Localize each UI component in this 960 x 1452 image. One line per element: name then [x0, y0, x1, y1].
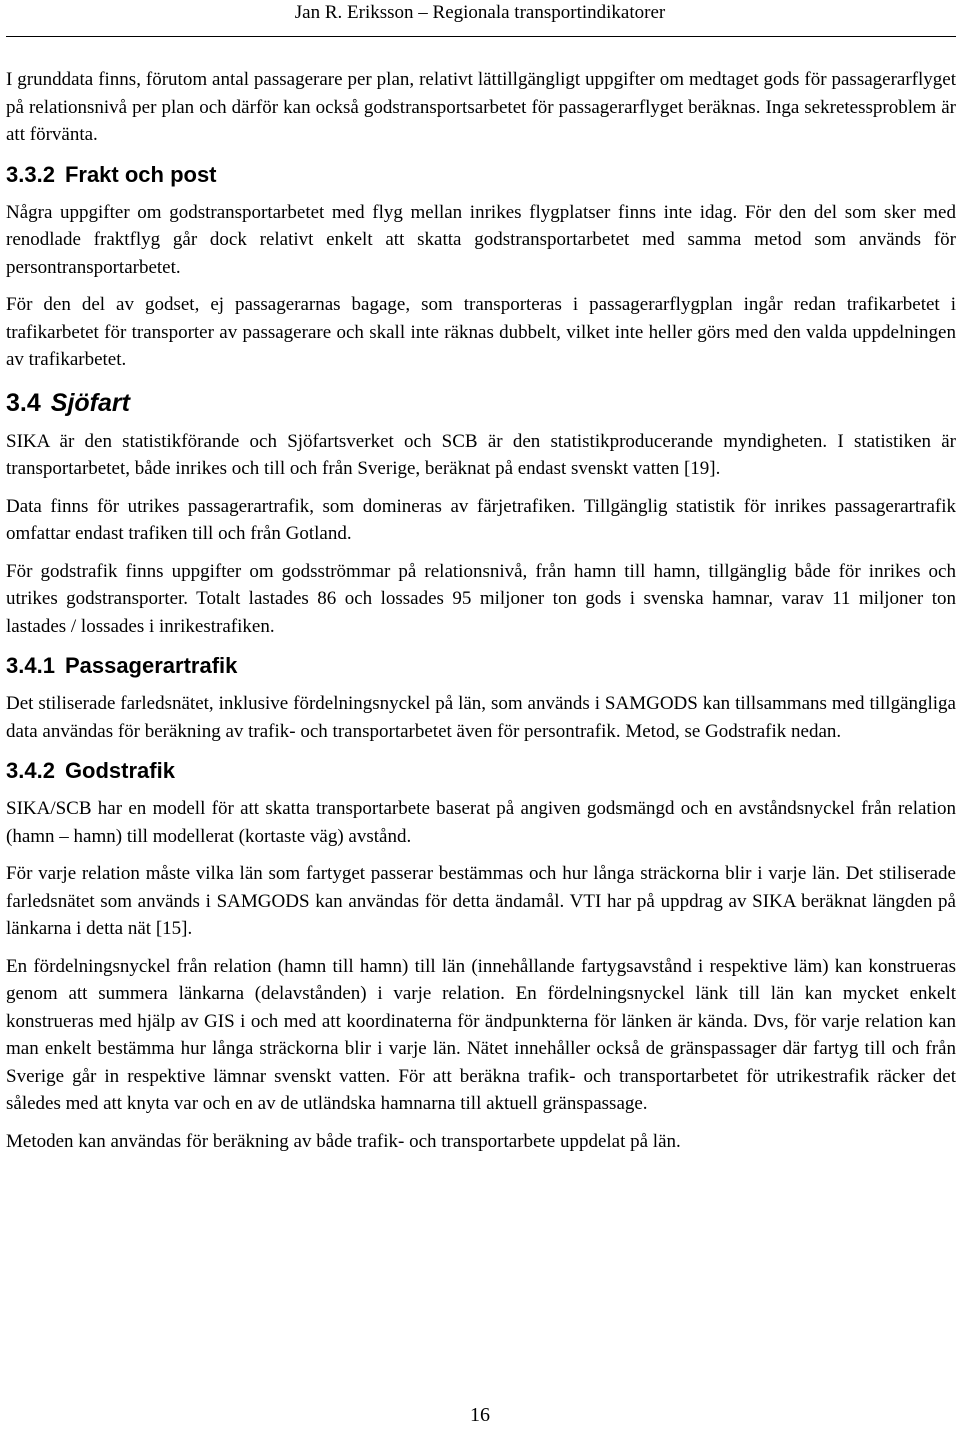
section-title: Godstrafik	[64, 758, 175, 783]
paragraph-godstrafik-4: Metoden kan användas för beräkning av både trafik- och transportarbete uppdelat på län.	[6, 1130, 681, 1152]
paragraph-sjofart-1: SIKA är den statistikförande och Sjöfartsverket och SCB är den statistikproducerande myndigheten. I statistiken är transportarbetet, både inrikes och till och från Sverige, beräknat på endast svenskt vatten [19].	[6, 430, 956, 479]
paragraph-godstrafik-3: En fördelningsnyckel från relation (hamn till hamn) till län (innehållande fartygsavstånd i respektive läm) kan konstrueras genom att summera länkarna (delavstånden) i varje relation. En fördelningsnyckel länk till län kan mycket enkelt konstrueras med hjälp av GIS i och med att koordinaterna för ändpunkterna för länken är kända. Dvs, för varje relation kan man enkelt bestämma hur långa sträckorna blir i varje län. Nätet innehåller också de gränspassager där fartyg till och från Sverige går in respektive lämnar svenskt vatten. För att beräkna trafik- och transportarbetet för utrikestrafik räcker det således med att knyta var och en av de utländska hamnarna till aktuell gränspassage.	[6, 955, 956, 1114]
running-header: Jan R. Eriksson – Regionala transportindikatorer	[294, 2, 666, 23]
section-heading-3-4	[6, 388, 956, 418]
section-title: Sjöfart	[50, 388, 130, 417]
section-title: Frakt och post	[64, 161, 217, 187]
page-body	[6, 66, 956, 1165]
paragraph-godstrafik-2: För varje relation måste vilka län som fartyget passerar bestämmas och hur långa sträckorna blir i varje län. Det stiliserade farledsnätet som används i SAMGODS kan användas för detta ändamål. VTI har på uppdrag av SIKA beräknat längden på länkarna i detta nät [15].	[6, 863, 956, 939]
paragraph-intro: I grunddata finns, förutom antal passagerare per plan, relativt lättillgängligt uppgifter om medtaget gods för passagerarflyget på relationsnivå per plan och därför kan också godstransportsarbetet för passagerarflyget beräknas. Inga sekretessproblem är att förvänta.	[6, 69, 956, 145]
section-heading-3-3-2	[6, 161, 956, 189]
section-number: 3.4.2	[6, 758, 55, 783]
header-rule	[6, 36, 956, 37]
paragraph-godstrafik-1: SIKA/SCB har en modell för att skatta transportarbete baserat på angiven godsmängd och en avståndsnyckel från relation (hamn – hamn) till modellerat (kortaste väg) avstånd.	[6, 798, 956, 847]
section-heading-3-4-1	[6, 652, 956, 680]
section-number: 3.4.1	[6, 653, 55, 678]
section-number: 3.3.2	[6, 161, 55, 187]
paragraph-frakt-1: Några uppgifter om godstransportarbetet med flyg mellan inrikes flygplatser finns inte idag. För den del som sker med renodlade fraktflyg går dock relativt enkelt att skatta godstransportarbetet med samma metod som används för persontransportarbetet.	[6, 201, 956, 278]
paragraph-passagerartrafik-1: Det stiliserade farledsnätet, inklusive fördelningsnyckel på län, som används i SAMGODS kan tillsammans med tillgängliga data användas för beräkning av trafik- och transportarbetet även för persontrafik. Metod, se Godstrafik nedan.	[6, 693, 956, 742]
paragraph-frakt-2: För den del av godset, ej passagerarnas bagage, som transporteras i passagerarflygplan ingår redan trafikarbetet i trafikarbetet för transporter av passagerare och skall inte räknas dubbelt, vilket inte heller görs med den valda uppdelningen av trafikarbetet.	[6, 294, 956, 370]
paragraph-sjofart-2: Data finns för utrikes passagerartrafik, som domineras av färjetrafiken. Tillgänglig statistik för inrikes passagerartrafik omfattar endast trafiken till och från Gotland.	[6, 495, 956, 544]
page-number: 16	[470, 1404, 490, 1426]
paragraph-sjofart-3: För godstrafik finns uppgifter om godsströmmar på relationsnivå, från hamn till hamn, tillgänglig både för inrikes och utrikes godstransporter. Totalt lastades 86 och lossades 95 miljoner ton gods i svenska hamnar, varav 11 miljoner ton lastades / lossades i inrikestrafiken.	[6, 560, 956, 637]
section-number: 3.4	[6, 388, 41, 417]
section-heading-3-4-2	[6, 757, 956, 785]
section-title: Passagerartrafik	[64, 653, 238, 678]
